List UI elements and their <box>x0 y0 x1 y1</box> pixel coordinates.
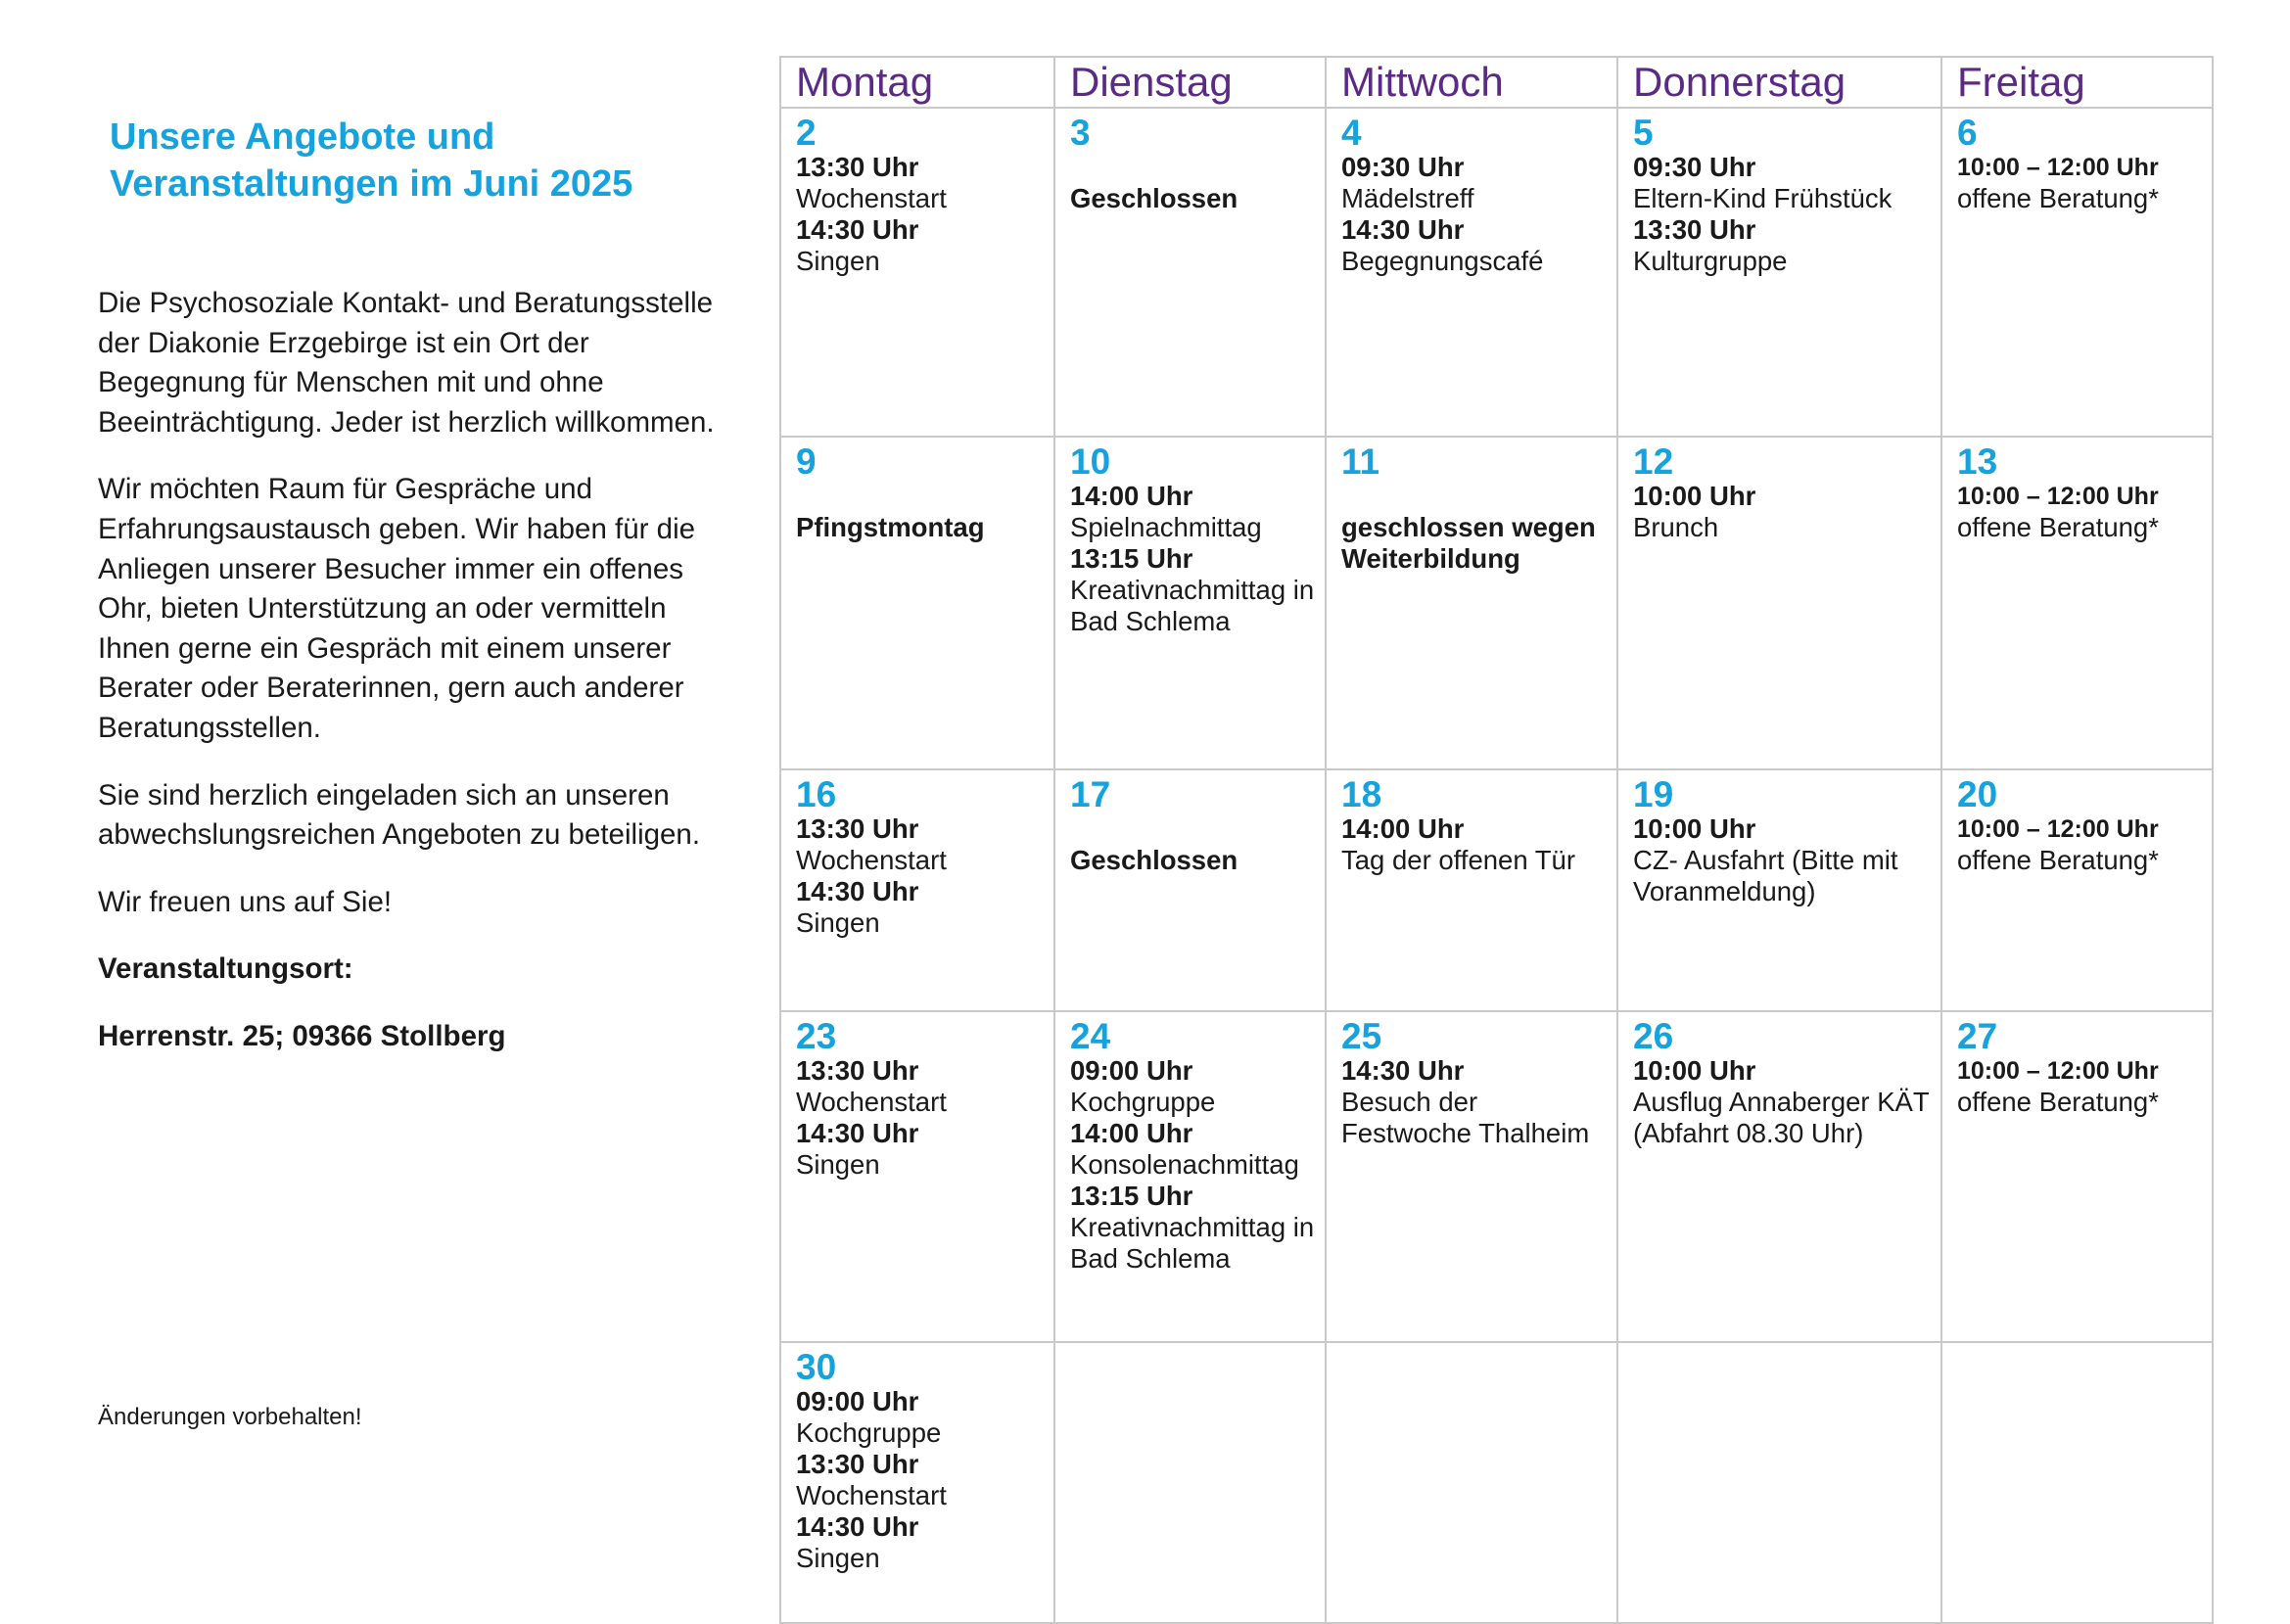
calendar-day-cell <box>1941 1342 2213 1623</box>
calendar-day-cell <box>1054 108 1326 437</box>
calendar-day-cell <box>1326 108 1617 437</box>
location-label: Veranstaltungsort: <box>98 952 353 986</box>
event-title: Wochenstart <box>796 845 947 875</box>
calendar-day-cell <box>1054 1342 1326 1623</box>
day-number: 9 <box>796 441 817 482</box>
calendar-day-cell <box>1941 1011 2213 1342</box>
calendar-body <box>780 108 2213 1623</box>
event-time: 10:00 Uhr <box>1633 1055 1756 1086</box>
event-title: offene Beratung* <box>1957 845 2159 875</box>
day-number: 30 <box>796 1347 837 1387</box>
intro-paragraph: Sie sind herzlich eingeladen sich an unseren abwechslungsreichen Angeboten zu beteiligen. <box>98 778 701 852</box>
event-title: Kulturgruppe <box>1633 246 1788 276</box>
event-title: Spielnachmittag <box>1070 512 1262 542</box>
weekday-header: Donnerstag <box>1617 57 1941 108</box>
day-number: 19 <box>1633 774 1674 814</box>
event-time: 10:00 – 12:00 Uhr <box>1957 154 2159 181</box>
event-time: 09:00 Uhr <box>796 1386 919 1416</box>
event-time: 09:30 Uhr <box>1633 152 1756 182</box>
event-title: Kochgruppe <box>1070 1087 1216 1117</box>
event-title: Wochenstart <box>796 183 947 213</box>
calendar-day-cell <box>1941 437 2213 769</box>
event-time: 14:30 Uhr <box>796 1118 919 1148</box>
event-title: Kochgruppe <box>796 1417 942 1448</box>
intro-paragraph: Wir möchten Raum für Gespräche und Erfahrungsaustausch geben. Wir haben für die Anliegen unserer Besucher immer ein offenes Ohr, bieten Unterstützung an oder vermitteln Ihnen gerne ein Gespräch mit einem unserer Berater oder Beraterinnen, gern auch anderer Beratungsstellen. <box>98 473 696 744</box>
changes-note: Änderungen vorbehalten! <box>98 1404 362 1430</box>
event-time: 10:00 – 12:00 Uhr <box>1957 815 2159 843</box>
event-time: 13:30 Uhr <box>1633 214 1756 245</box>
intro-paragraph: Die Psychosoziale Kontakt- und Beratungsstelle der Diakonie Erzgebirge ist ein Ort der Begegnung für Menschen mit und ohne Beeinträchtigung. Jeder ist herzlich willkommen. <box>98 287 715 439</box>
weekday-header: Montag <box>780 57 1054 108</box>
event-title: Wochenstart <box>796 1087 947 1117</box>
event-title: Singen <box>796 907 880 938</box>
event-time: 14:00 Uhr <box>1070 481 1193 511</box>
event-time: 14:30 Uhr <box>1341 214 1465 245</box>
day-number: 23 <box>796 1016 837 1056</box>
day-number: 27 <box>1957 1016 1998 1056</box>
calendar-day-cell <box>780 1011 1054 1342</box>
calendar-day-cell <box>1617 1011 1941 1342</box>
event-title: Eltern-Kind Frühstück <box>1633 183 1893 213</box>
event-title: Ausflug Annaberger KÄT (Abfahrt 08.30 Uhr) <box>1633 1087 1930 1148</box>
event-time: 13:15 Uhr <box>1070 543 1193 574</box>
day-number: 20 <box>1957 774 1998 814</box>
event-time: 14:00 Uhr <box>1341 813 1465 844</box>
closed-notice: Geschlossen <box>1070 183 1238 213</box>
event-time: 13:15 Uhr <box>1070 1181 1193 1211</box>
event-title: Konsolenachmittag <box>1070 1149 1299 1180</box>
calendar-week-row <box>780 1011 2213 1342</box>
event-time: 13:30 Uhr <box>796 1449 919 1479</box>
day-number: 13 <box>1957 441 1998 482</box>
event-title: Brunch <box>1633 512 1719 542</box>
closed-notice: geschlossen wegen Weiterbildung <box>1341 512 1596 574</box>
calendar-week-row <box>780 1342 2213 1623</box>
calendar-week-row <box>780 108 2213 437</box>
event-time: 14:30 Uhr <box>1341 1055 1465 1086</box>
day-number: 26 <box>1633 1016 1674 1056</box>
weekday-header: Mittwoch <box>1326 57 1617 108</box>
event-time: 10:00 – 12:00 Uhr <box>1957 483 2159 510</box>
event-time: 09:30 Uhr <box>1341 152 1465 182</box>
calendar-day-cell <box>1326 1011 1617 1342</box>
event-time: 14:30 Uhr <box>796 876 919 906</box>
calendar-day-cell <box>780 1342 1054 1623</box>
day-number: 12 <box>1633 441 1674 482</box>
event-time: 13:30 Uhr <box>796 1055 919 1086</box>
calendar-day-cell <box>1326 1342 1617 1623</box>
intro-text <box>98 284 724 1085</box>
location-address: Herrenstr. 25; 09366 Stollberg <box>98 1019 506 1052</box>
event-title: Begegnungscafé <box>1341 246 1544 276</box>
day-number: 10 <box>1070 441 1111 482</box>
event-time: 14:30 Uhr <box>796 214 919 245</box>
event-title: Kreativnachmittag in Bad Schlema <box>1070 575 1315 636</box>
weekday-header: Dienstag <box>1054 57 1326 108</box>
event-title: Kreativnachmittag in Bad Schlema <box>1070 1212 1315 1274</box>
calendar-day-cell <box>780 108 1054 437</box>
calendar-table <box>779 56 2214 1624</box>
calendar-day-cell <box>1941 108 2213 437</box>
calendar-day-cell <box>1054 437 1326 769</box>
calendar-day-cell <box>1941 769 2213 1011</box>
day-number: 25 <box>1341 1016 1382 1056</box>
day-number: 4 <box>1341 113 1362 153</box>
event-time: 10:00 Uhr <box>1633 813 1756 844</box>
day-number: 3 <box>1070 113 1091 153</box>
calendar-day-cell <box>1617 108 1941 437</box>
event-time: 14:30 Uhr <box>796 1511 919 1542</box>
event-time: 10:00 – 12:00 Uhr <box>1957 1057 2159 1085</box>
event-time: 13:30 Uhr <box>796 152 919 182</box>
calendar-day-cell <box>780 437 1054 769</box>
day-number: 5 <box>1633 113 1654 153</box>
calendar-day-cell <box>1326 769 1617 1011</box>
calendar-day-cell <box>1617 769 1941 1011</box>
day-number: 2 <box>796 113 817 153</box>
event-title: Mädelstreff <box>1341 183 1474 213</box>
closed-notice: Pfingstmontag <box>796 512 985 542</box>
calendar-day-cell <box>1326 437 1617 769</box>
intro-paragraph: Wir freuen uns auf Sie! <box>98 885 393 918</box>
calendar-day-cell <box>780 769 1054 1011</box>
day-number: 6 <box>1957 113 1978 153</box>
calendar-day-cell <box>1617 437 1941 769</box>
calendar-day-cell <box>1054 769 1326 1011</box>
event-time: 09:00 Uhr <box>1070 1055 1193 1086</box>
weekday-header-row <box>780 57 2213 108</box>
event-title: Tag der offenen Tür <box>1341 845 1576 875</box>
calendar-week-row <box>780 769 2213 1011</box>
day-number: 16 <box>796 774 837 814</box>
event-title: offene Beratung* <box>1957 1087 2159 1117</box>
event-title: offene Beratung* <box>1957 512 2159 542</box>
page-title: Unsere Angebote und Veranstaltungen im Juni 2025 <box>110 116 633 205</box>
day-number: 18 <box>1341 774 1382 814</box>
day-number: 24 <box>1070 1016 1111 1056</box>
event-title: CZ- Ausfahrt (Bitte mit Voranmeldung) <box>1633 845 1898 906</box>
event-time: 14:00 Uhr <box>1070 1118 1193 1148</box>
event-title: Wochenstart <box>796 1480 947 1510</box>
event-title: Singen <box>796 1543 880 1573</box>
calendar-week-row <box>780 437 2213 769</box>
day-number: 11 <box>1341 441 1380 482</box>
day-number: 17 <box>1070 774 1111 814</box>
event-time: 13:30 Uhr <box>796 813 919 844</box>
event-title: Singen <box>796 1149 880 1180</box>
calendar-day-cell <box>1054 1011 1326 1342</box>
calendar-day-cell <box>1617 1342 1941 1623</box>
weekday-header: Freitag <box>1941 57 2213 108</box>
event-title: offene Beratung* <box>1957 183 2159 213</box>
closed-notice: Geschlossen <box>1070 845 1238 875</box>
event-time: 10:00 Uhr <box>1633 481 1756 511</box>
event-title: Singen <box>796 246 880 276</box>
event-title: Besuch der Festwoche Thalheim <box>1341 1087 1590 1148</box>
